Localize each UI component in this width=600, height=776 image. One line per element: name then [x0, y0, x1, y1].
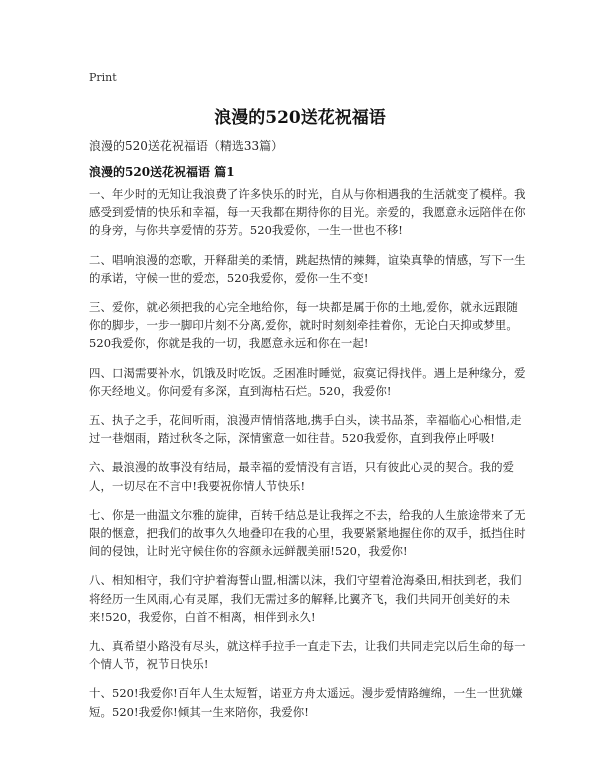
page-title: 浪漫的520送花祝福语: [214, 108, 386, 128]
paragraph: 六、最浪漫的故事没有结局，最幸福的爱情没有言语，只有彼此心灵的契合。我的爱人，一切尽在不言中!我要祝你情人节快乐!: [89, 460, 515, 493]
paragraph: 七、你是一曲温文尔雅的旋律，百转千结总是让我挥之不去，给我的人生旅途带来了无限的惬意，把我们的故事久久地叠印在我的心里，我要紧紧地握住你的双手，抵挡住时间的侵蚀，让时光守候住你的容颜永远鲜靓美丽!520，我爱你!: [89, 507, 526, 559]
section-heading: 浪漫的520送花祝福语 篇1: [89, 165, 235, 179]
paragraph: 十、520!我爱你!百年人生太短暂，诺亚方舟太遥远。漫步爱情路缠绵，一生一世犹嫌短。520!我爱你!倾其一生来陪你，我爱你!: [89, 686, 523, 719]
paragraph-list: [89, 185, 529, 732]
paragraph: 一、年少时的无知让我浪费了许多快乐的时光，自从与你相遇我的生活就变了模样。我感受到爱情的快乐和幸福，每一天我都在期待你的目光。亲爱的，我愿意永远陪伴在你的身旁，与你共享爱情的芬芳。520我爱你，一生一世也不移!: [89, 187, 526, 238]
paragraph: 三、爱你，就必须把我的心完全地给你，每一块都是属于你的土地,爱你，就永远跟随你的脚步，一步一脚印片刻不分离,爱你，就时时刻刻牵挂着你，无论白天抑或梦里。520我爱你，你就是我的一切，我愿意永远和你在一起!: [89, 300, 518, 351]
paragraph: 五、执子之手，花间听雨，浪漫声情悄落地,携手白头，读书品茶，幸福临心心相惜,走过一巷烟雨，踏过秋冬之际，深情蜜意一如往昔。520我爱你，直到我停止呼吸!: [89, 413, 522, 446]
paragraph: 九、真希望小路没有尽头，就这样手拉手一直走下去，让我们共同走完以后生命的每一个情人节，祝节日快乐!: [89, 639, 526, 672]
document-subtitle: 浪漫的520送花祝福语（精选33篇）: [89, 139, 284, 153]
print-label[interactable]: Print: [89, 71, 117, 84]
paragraph: 四、口渴需要补水，饥饿及时吃饭。乏困准时睡觉，寂寞记得找伴。遇上是种缘分，爱你天经地义。你问爱有多深，直到海枯石烂。520，我爱你!: [89, 365, 526, 398]
paragraph: 八、相知相守，我们守护着海誓山盟,相濡以沫，我们守望着沧海桑田,相扶到老，我们将经历一生风雨,心有灵犀，我们无需过多的解释,比翼齐飞，我们共同开创美好的未来!520，我爱你，白首不相离，相伴到永久!: [89, 573, 522, 624]
paragraph: 二、唱响浪漫的恋歌，开释甜美的柔情，跳起热情的辣舞，谊染真挚的情感，写下一生的承诺，守候一世的爱恋，520我爱你，爱你一生不变!: [89, 252, 526, 285]
